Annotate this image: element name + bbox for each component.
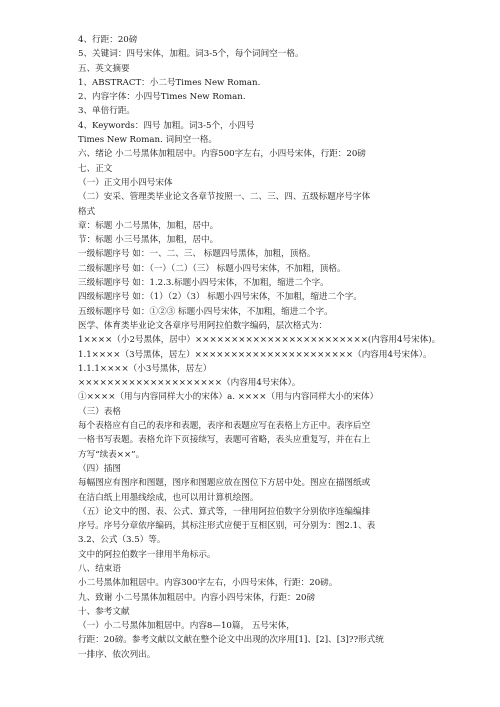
text-line: （一）小二号黑体加粗居中。内容8—10篇， 五号宋体， [78,621,295,632]
text-line: 4、Keywords：四号 加粗。词3-5个，小四号 [78,120,255,131]
text-line: Times New Roman. 词间空一格。 [78,135,218,146]
text-line: 二级标题序号 如：（一）（二）（三） 标题小四号宋体，不加粗，顶格。 [78,263,346,274]
text-line: 节：标题 小三号黑体，加粗，居中。 [78,235,219,246]
text-line: 一格书写表题。表格允许下页接续写，表题可省略，表头应重复写，并在右上 [78,435,371,446]
text-line: 方写“续表××”。 [78,449,145,460]
text-line: 章：标题 小二号黑体，加粗，居中。 [78,220,219,231]
section-heading: 七、正文 [78,163,113,174]
text-line: 3.2、公式（3.5）等。 [78,535,166,546]
text-line: （一）正文用小四号宋体 [78,177,173,188]
text-line: ××××××××××××××××××××（内容用4号宋体）。 [78,378,301,389]
text-line: 四级标题序号 如：（1）（2）（3） 标题小四号宋体，不加粗，缩进二个字。 [78,292,362,303]
document-body [78,33,441,662]
text-line: 5、关键词：四号宋体，加粗。词3-5个，每个词间空一格。 [78,49,304,60]
text-line: 1××××（小2号黑体，居中）××××××××××××××××××××××××(内容用4号宋体)。 [78,335,441,346]
section-heading: 六、绪论 小二号黑体加粗居中。内容500字左右，小四号宋体，行距：20磅 [78,149,366,160]
section-heading: 十、参考文献 [78,606,130,617]
text-line: ①××××（用与内容同样大小的宋体）a. ××××（用与内容同样大小的宋体） [78,392,379,403]
text-line: 3、单倍行距。 [78,106,136,117]
text-line: 在洁白纸上用墨线绘成，也可以用计算机绘图。 [78,492,259,503]
text-line: 格式 [78,206,96,217]
text-line: （二）安采、管理类毕业论文各章节按照一、二、三、四、五级标题序号字体 [78,192,371,203]
text-line: 4、行距：20磅 [78,35,138,45]
text-line: 一排序、依次列出。 [78,649,156,660]
section-heading: 五、英文摘要 [78,63,130,74]
text-line: 2、内容字体：小四号Times New Roman. [78,92,246,103]
text-line: 1、ABSTRACT：小二号Times New Roman. [78,77,261,88]
text-line: 行距：20磅。参考文献以文献在整个论文中出现的次序用[1]、[2]、[3]??形式统 [78,635,384,646]
text-line: 医学、体育类毕业论文各章序号用阿拉伯数字编码，层次格式为： [78,320,328,331]
text-line: 五级标题序号 如：①②③ 标题小四号宋体，不加粗，缩进二个字。 [78,306,333,317]
text-line: 1.1.1××××（小3号黑体，居左） [78,363,212,374]
text-line: （五）论文中的图、表、公式、算式等，一律用阿拉伯数字分别依序连编编排 [78,506,371,517]
text-line: 1.1××××（3号黑体，居左）××××××××××××××××××××××（内容用4号宋体）。 [78,349,432,360]
section-heading: 九、致谢 小二号黑体加粗居中。内容小四号宋体，行距：20磅 [78,592,316,603]
section-heading: 八、结束语 [78,563,121,574]
text-line: 每个表格应有自己的表序和表题，表序和表题应写在表格上方正中。表序后空 [78,421,371,432]
text-line: 每幅图应有图序和图题，图序和图题应放在图位下方居中处。图应在描图纸或 [78,478,371,489]
text-line: （三）表格 [78,406,121,417]
text-line: 序号。序号分章依序编码，其标注形式应便于互相区别，可分别为：图2.1、表 [78,521,376,532]
text-line: 小二号黑体加粗居中。内容300字左右，小四号宋体，行距：20磅。 [78,578,338,589]
text-line: （四）插图 [78,463,121,474]
text-line: 文中的阿拉伯数字一律用半角标示。 [78,549,216,560]
text-line: 三级标题序号 如：1.2.3.标题小四号宋体，不加粗，缩进二个字。 [78,278,329,289]
text-line: 一级标题序号 如：一、二、三、 标题四号黑体，加粗，顶格。 [78,249,316,260]
